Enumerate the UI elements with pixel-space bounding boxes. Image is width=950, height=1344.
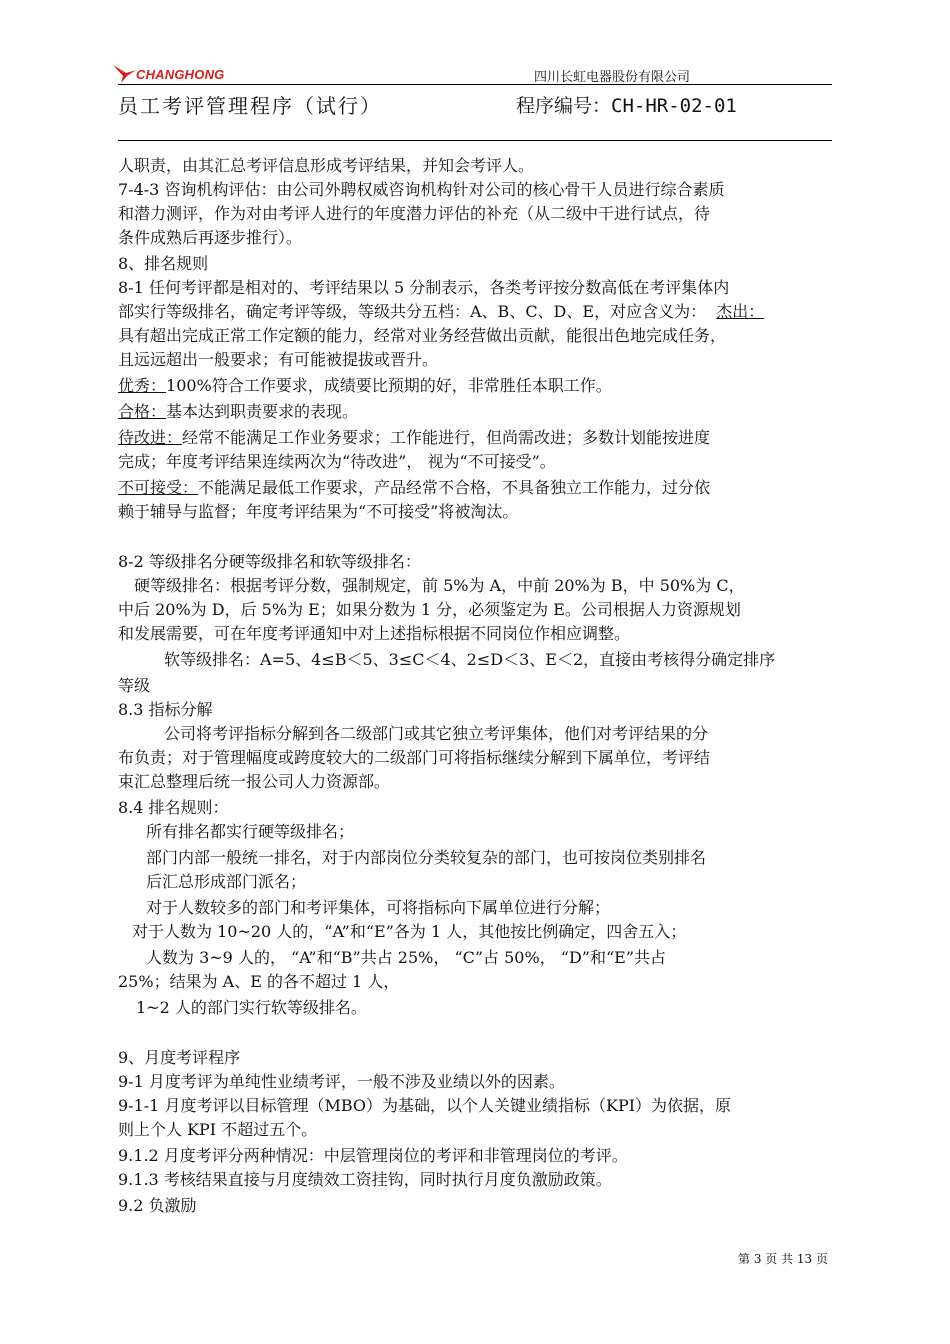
section-heading: 8.3 指标分解 — [118, 700, 213, 719]
header-rule-top — [118, 84, 832, 85]
text-line — [118, 402, 358, 422]
text-line: 人数为 3~9 人的， “A”和“B”共占 25%， “C”占 50%， “D”和“E”共占 — [146, 948, 667, 967]
grade-term-excellent: 优秀： — [118, 376, 167, 395]
section-heading: 8-2 等级排名分硬等级排名和软等级排名： — [118, 552, 421, 571]
text-line: 硬等级排名：根据考评分数，强制规定，前 5%为 A，中前 20%为 B，中 50%为 C， — [134, 576, 745, 595]
text-run: 基本达到职责要求的表现。 — [166, 402, 359, 421]
text-run: 100%符合工作要求，成绩要比预期的好，非常胜任本职工作。 — [166, 376, 612, 395]
changhong-logo — [112, 62, 232, 86]
text-line: 完成；年度考评结果连续两次为“待改进”， 视为“不可接受”。 — [118, 452, 556, 471]
text-line: 且远远超出一般要求；有可能被提拔或晋升。 — [118, 350, 439, 369]
text-line — [118, 302, 764, 322]
text-line: 1~2 人的部门实行软等级排名。 — [136, 998, 367, 1017]
text-line: 人职责，由其汇总考评信息形成考评结果，并知会考评人。 — [118, 156, 535, 175]
text-line: 公司将考评指标分解到各二级部门或其它独立考评集体，他们对考评结果的分 — [164, 724, 709, 743]
header-rule-bottom — [118, 140, 832, 141]
section-heading: 8.4 排名规则： — [118, 798, 229, 817]
text-line: 赖于辅导与监督；年度考评结果为“不可接受”将被淘汰。 — [118, 502, 519, 521]
text-line: 9-1-1 月度考评以目标管理（MBO）为基础，以个人关键业绩指标（KPI）为依据，原 — [118, 1096, 732, 1115]
page-number: 第 3 页 共 13 页 — [738, 1252, 828, 1266]
text-line: 则上个人 KPI 不超过五个。 — [118, 1120, 318, 1139]
text-line: 束汇总整理后统一报公司人力资源部。 — [118, 772, 391, 791]
grade-term-excellent-plus: 杰出： — [716, 302, 765, 321]
text-line: 和潜力测评，作为对由考评人进行的年度潜力评估的补充（从二级中干进行试点，待 — [118, 204, 711, 223]
grade-term-unacceptable: 不可接受： — [118, 478, 199, 497]
text-line: 软等级排名：A=5、4≤B＜5、3≤C＜4、2≤D＜3、E＜2，直接由考核得分确定排序 — [164, 650, 776, 669]
document-title: 员工考评管理程序（试行） — [118, 94, 382, 118]
text-line: 和发展需要，可在年度考评通知中对上述指标根据不同岗位作相应调整。 — [118, 624, 631, 643]
text-line: 9.1.2 月度考评分两种情况：中层管理岗位的考评和非管理岗位的考评。 — [118, 1146, 628, 1165]
logo-text: CHANGHONG — [136, 67, 225, 82]
text-run: 不能满足最低工作要求，产品经常不合格，不具备独立工作能力，过分依 — [198, 478, 711, 497]
document-code: 程序编号：CH-HR-02-01 — [516, 95, 737, 117]
company-name: 四川长虹电器股份有限公司 — [534, 70, 691, 85]
text-line: 布负责；对于管理幅度或跨度较大的二级部门可将指标继续分解到下属单位，考评结 — [118, 748, 711, 767]
text-line: 7-4-3 咨询机构评估：由公司外聘权威咨询机构针对公司的核心骨干人员进行综合素质 — [118, 180, 725, 199]
grade-term-improve: 待改进： — [118, 428, 183, 447]
text-line: 具有超出完成正常工作定额的能力，经常对业务经营做出贡献，能很出色地完成任务， — [118, 326, 727, 345]
text-line: 所有排名都实行硬等级排名； — [146, 822, 355, 841]
text-line: 25%；结果为 A、E 的各不超过 1 人， — [118, 972, 400, 991]
text-line — [118, 478, 710, 498]
text-run: 经常不能满足工作业务要求；工作能进行，但尚需改进；多数计划能按进度 — [182, 428, 711, 447]
text-line — [118, 376, 612, 396]
text-line: 8-1 任何考评都是相对的、考评结果以 5 分制表示，各类考评按分数高低在考评集体内 — [118, 278, 730, 297]
section-heading: 9、月度考评程序 — [118, 1048, 241, 1067]
section-heading: 8、排名规则 — [118, 254, 209, 273]
text-line — [118, 428, 710, 448]
swallow-logo-icon — [112, 62, 138, 84]
text-line: 等级 — [118, 676, 151, 695]
grade-term-qualified: 合格： — [118, 402, 167, 421]
text-line: 部门内部一般统一排名，对于内部岗位分类较复杂的部门，也可按岗位类别排名 — [146, 848, 707, 867]
text-run: 部实行等级排名，确定考评等级，等级共分五档：A、B、C、D、E，对应含义为： — [118, 302, 707, 321]
text-line: 9.1.3 考核结果直接与月度绩效工资挂钩，同时执行月度负激励政策。 — [118, 1170, 612, 1189]
text-line: 中后 20%为 D，后 5%为 E；如果分数为 1 分，必须鉴定为 E。公司根据人力资源规划 — [118, 600, 741, 619]
text-line: 对于人数为 10~20 人的，“A”和“E”各为 1 人，其他按比例确定，四舍五入； — [132, 922, 687, 941]
text-line: 9-1 月度考评为单纯性业绩考评，一般不涉及业绩以外的因素。 — [118, 1072, 565, 1091]
text-line: 后汇总形成部门派名； — [146, 872, 307, 891]
section-heading: 9.2 负激励 — [118, 1196, 197, 1215]
text-line: 条件成熟后再逐步推行）。 — [118, 228, 303, 247]
text-line: 对于人数较多的部门和考评集体，可将指标向下属单位进行分解； — [146, 898, 611, 917]
